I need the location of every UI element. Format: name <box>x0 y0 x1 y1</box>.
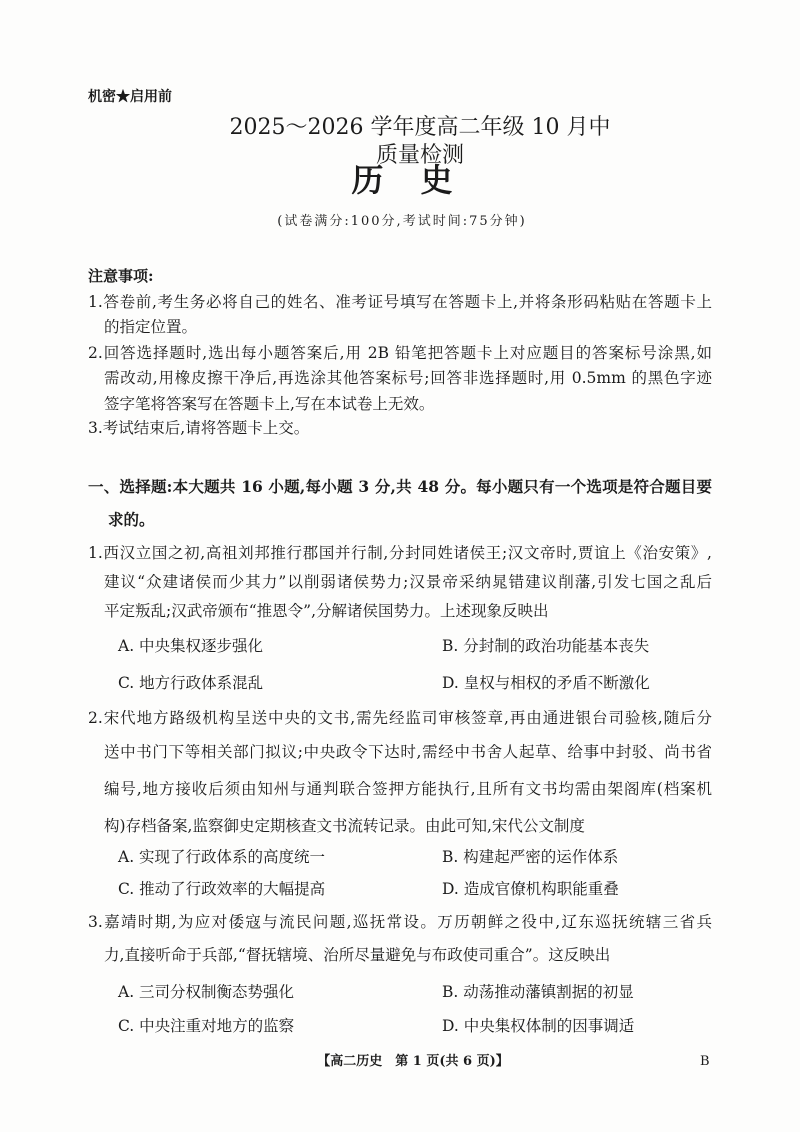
subject-title: 历史 <box>351 161 490 199</box>
option-d: D. 中央集权体制的因事调适 <box>442 1017 635 1035</box>
notice-heading: 注意事项: <box>88 267 154 285</box>
option-b: B. 构建起严密的运作体系 <box>442 848 619 866</box>
exam-title: 2025～2026 学年度高二年级 10 月中质量检测 <box>229 115 611 168</box>
question-stem-line: 送中书门下等相关部门拟议;中央政令下达时,需经中书舍人起草、给事中封驳、尚书省 <box>104 743 712 761</box>
option-a: A. 实现了行政体系的高度统一 <box>118 848 326 866</box>
option-d: D. 皇权与相权的矛盾不断激化 <box>442 674 650 692</box>
option-c: C. 推动了行政效率的大幅提高 <box>118 880 326 898</box>
page-number-label: 【高二历史 第 1 页(共 6 页)】 <box>317 1054 509 1069</box>
paper-version: B <box>700 1054 710 1069</box>
option-b: B. 动荡推动藩镇割据的初显 <box>442 983 634 1001</box>
section-heading-line: 求的。 <box>108 510 155 529</box>
question-stem-line: 建议“众建诸侯而少其力”以削弱诸侯势力;汉景帝采纳晁错建议削藩,引发七国之乱后 <box>104 573 712 591</box>
option-c: C. 地方行政体系混乱 <box>118 674 264 692</box>
option-a: A. 三司分权制衡态势强化 <box>118 983 295 1001</box>
question-stem-line: 力,直接听命于兵部,“督抚辖境、治所尽量避免与布政使司重合”。这反映出 <box>104 946 611 964</box>
option-c: C. 中央注重对地方的监察 <box>118 1017 295 1035</box>
notice-line: 1.答卷前,考生务必将自己的姓名、准考证号填写在答题卡上,并将条形码粘贴在答题卡上 <box>88 293 712 311</box>
confidential-mark: 机密★启用前 <box>88 89 172 105</box>
question-stem-line: 构)存档备案,监察御史定期核查文书流转记录。由此可知,宋代公文制度 <box>104 817 585 835</box>
notice-line: 3.考试结束后,请将答题卡上交。 <box>88 419 310 437</box>
notice-line: 的指定位置。 <box>104 318 198 336</box>
option-a: A. 中央集权逐步强化 <box>118 637 264 655</box>
option-b: B. 分封制的政治功能基本丧失 <box>442 637 650 655</box>
section-heading-line: 一、选择题:本大题共 16 小题,每小题 3 分,共 48 分。每小题只有一个选项是符合题目要 <box>88 477 712 496</box>
option-d: D. 造成官僚机构职能重叠 <box>442 880 619 898</box>
question-stem-line: 1.西汉立国之初,高祖刘邦推行郡国并行制,分封同姓诸侯王;汉文帝时,贾谊上《治安策》, <box>88 544 712 562</box>
question-stem-line: 编号,地方接收后须由知州与通判联合签押方能执行,且所有文书均需由架阁库(档案机 <box>104 780 712 798</box>
notice-line: 2.回答选择题时,选出每小题答案后,用 2B 铅笔把答题卡上对应题目的答案标号涂黑,如 <box>88 344 712 362</box>
notice-line: 签字笔将答案写在答题卡上,写在本试卷上无效。 <box>104 395 435 413</box>
question-stem-line: 2.宋代地方路级机构呈送中央的文书,需先经监司审核签章,再由通进银台司验核,随后分 <box>88 709 712 727</box>
question-stem-line: 平定叛乱;汉武帝颁布“推恩令”,分解诸侯国势力。上述现象反映出 <box>104 602 549 620</box>
notice-line: 需改动,用橡皮擦干净后,再选涂其他答案标号;回答非选择题时,用 0.5mm 的黑色字迹 <box>104 369 712 387</box>
exam-info: (试卷满分:100分,考试时间:75分钟) <box>277 214 527 229</box>
question-stem-line: 3.嘉靖时期,为应对倭寇与流民问题,巡抚常设。万历朝鲜之役中,辽东巡抚统辖三省兵 <box>88 913 712 931</box>
